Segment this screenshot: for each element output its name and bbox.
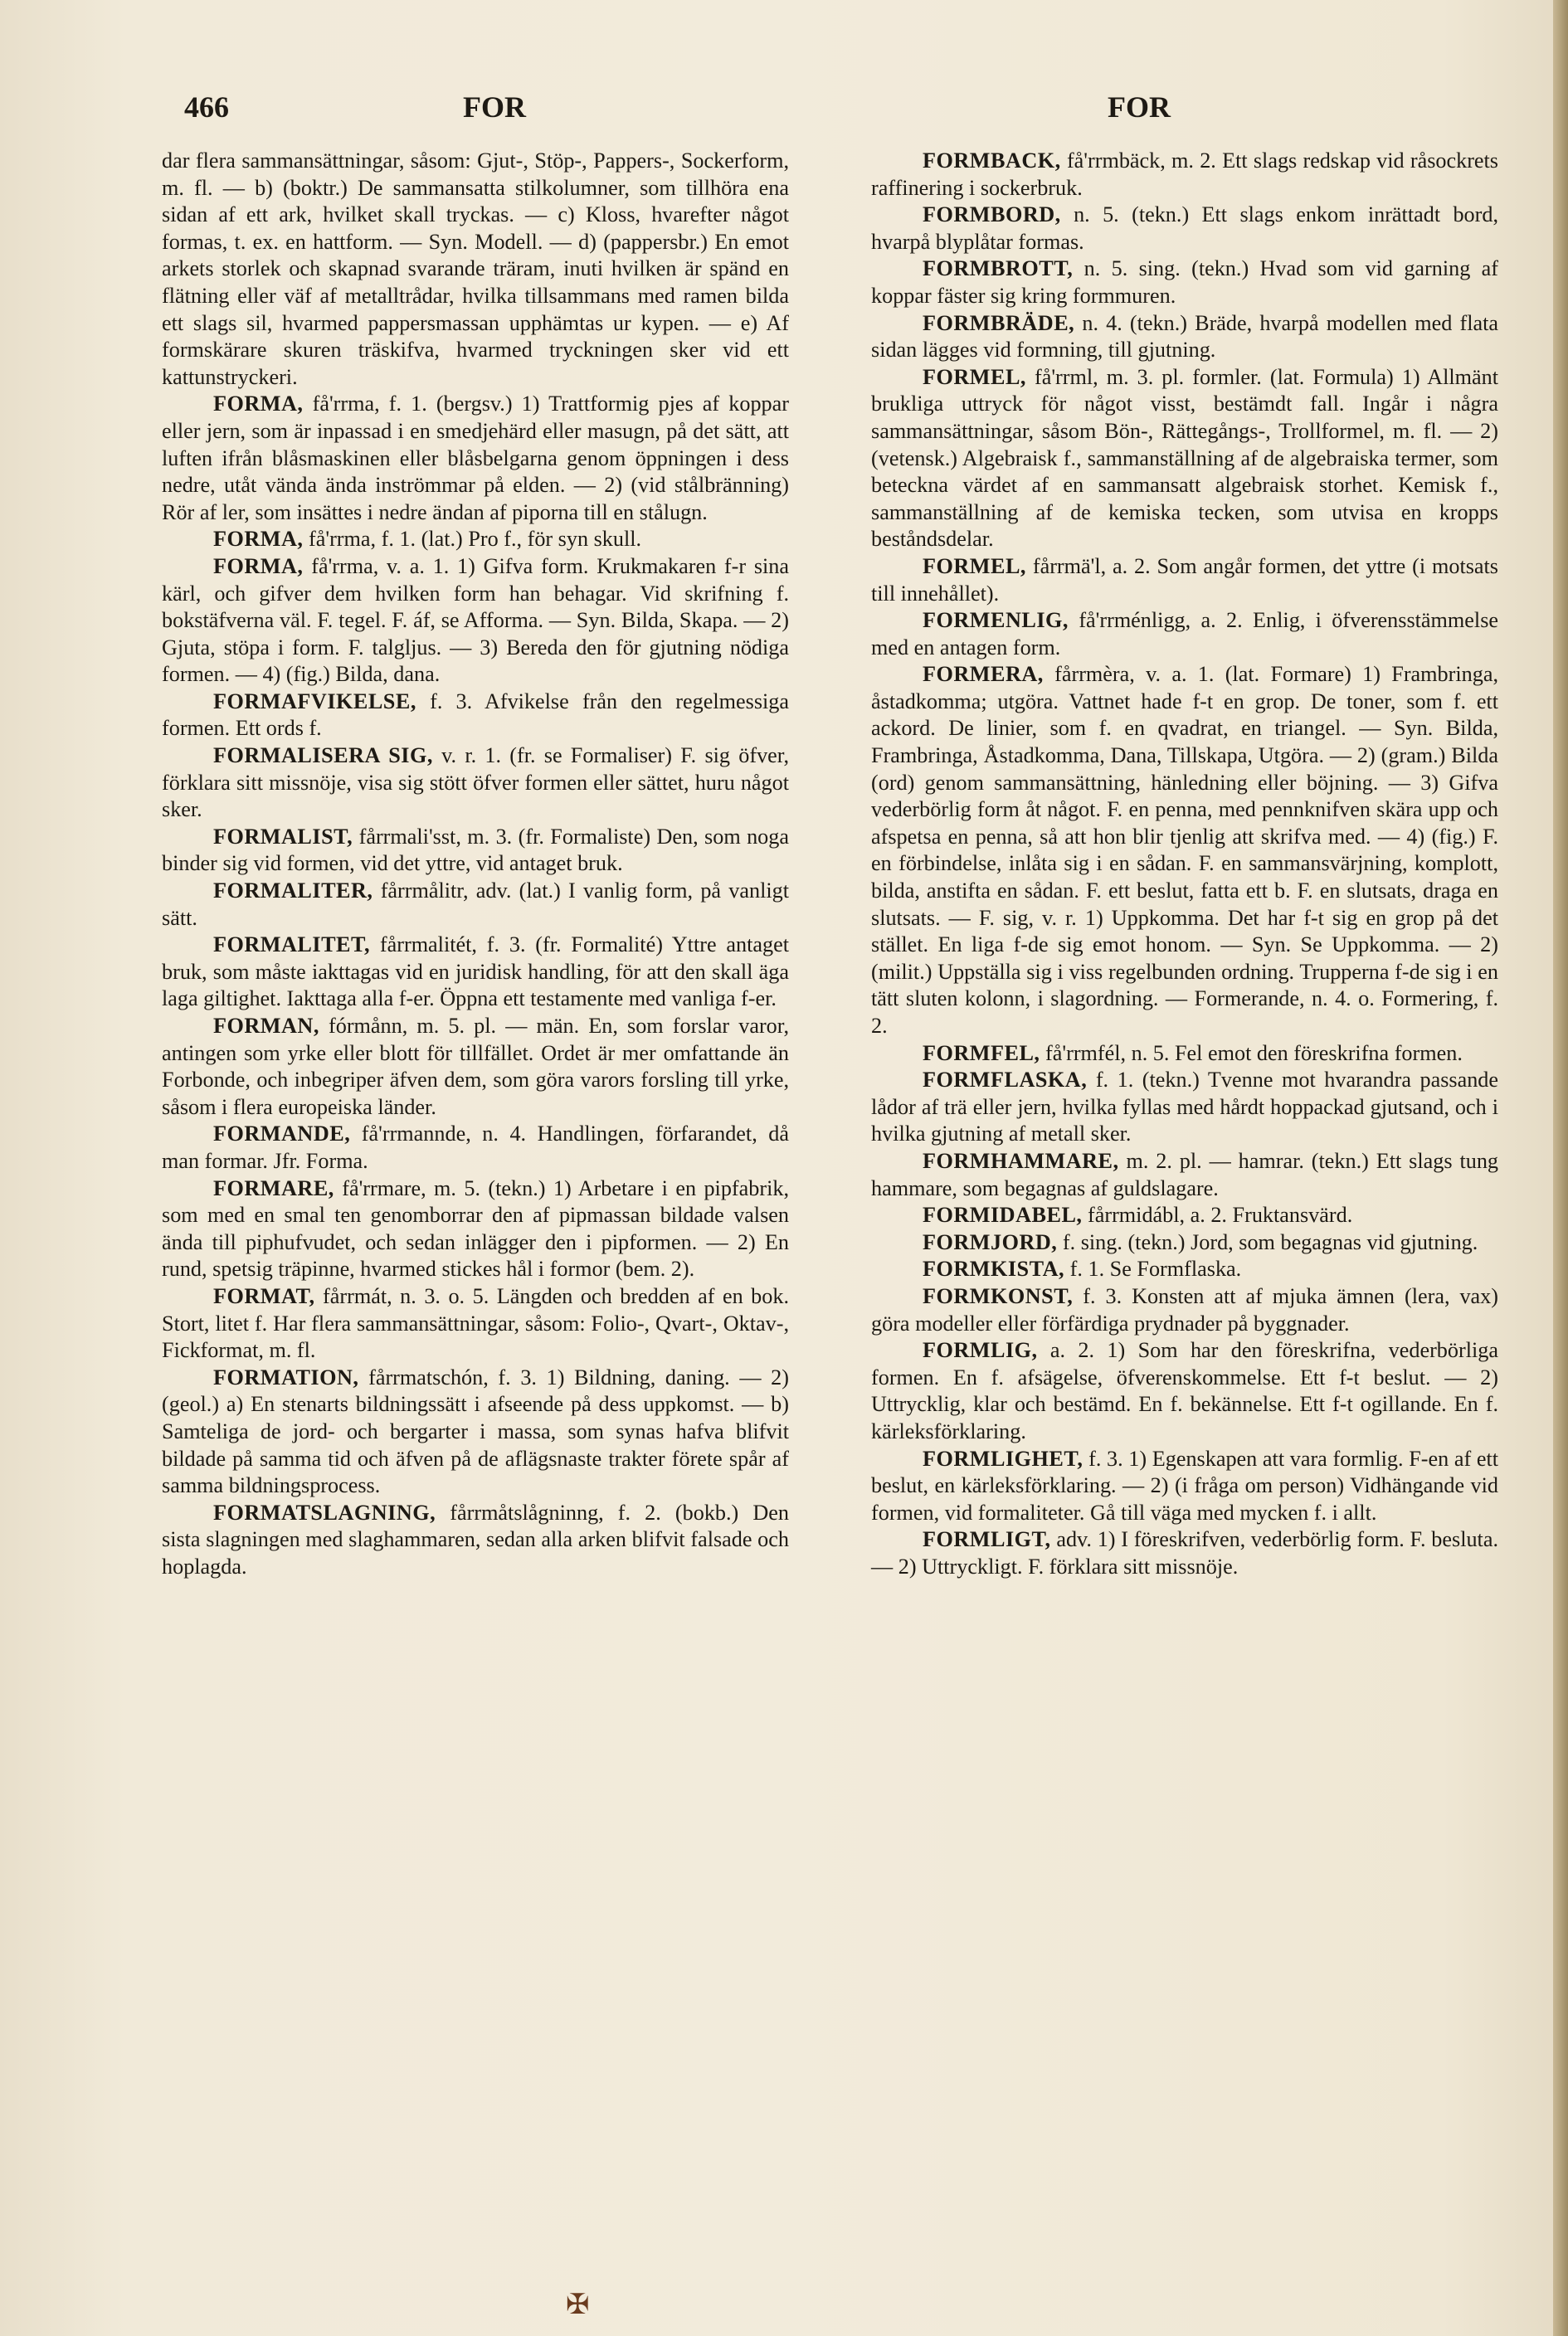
- entry-definition: n. 5. sing. (tekn.) Hvad som vid garning af koppar fäster sig kring formmuren.: [871, 256, 1498, 308]
- entry-definition: f. 1. Se Formflaska.: [1069, 1257, 1242, 1282]
- entry-headword: FORMBACK,: [923, 148, 1061, 173]
- entry-definition: få'rrma, v. a. 1. 1) Gifva form. Krukmakaren f-r sina kärl, och gifver dem hvilken form han behagar. Vid skrifning f. bokstäfverna väl. F. tegel. F. áf, se Afforma. — Syn. Bilda, Skapa. — 2) Gjuta, stöpa i form. F. talgljus. — 3) Bereda den för gjutning nödiga formen. — 4) (fig.) Bilda, dana.: [162, 553, 790, 687]
- entry-headword: FORMKONST,: [923, 1283, 1074, 1308]
- entry-headword: FORMFLASKA,: [923, 1068, 1088, 1093]
- entry-definition: fårrmát, n. 3. o. 5. Längden och bredden af en bok. Stort, litet f. Har flera sammansättningar, såsom: Folio-, Qvart-, Oktav-, Fickformat, m. fl.: [162, 1283, 789, 1363]
- dictionary-entry: [162, 553, 789, 689]
- right-column: [871, 148, 1498, 1580]
- entry-definition: fårrmèra, v. a. 1. (lat. Formare) 1) Frambringa, åstadkomma; utgöra. Vattnet hade f-t en grop. De toner, som f. ett ackord. De linier, som f. en qvadrat, en triangel. — Syn. Bilda, Frambringa, Åstadkomma, Dana, Tillskapa, Utgöra. — 2) (gram.) Bilda (ord) genom sammansättning, hänledning eller böjning. — 3) Gifva vederbörlig form åt något. F. en penna, med pennknifven skära upp och afspetsa en penna, så att hon blir tjenlig att skrifva med. — 4) (fig.) F. en förbindelse, inlåta sig i en sådan. F. en sammansvärjning, komplott, bilda, anstifta en sådan. F. ett beslut, fatta ett b. F. en slutsats, draga en slutsats. — F. sig, v. r. 1) Uppkomma. Det har f-t sig en grop på det stället. En liga f-de sig emot honom. — Syn. Se Uppkomma. — 2) (milit.) Uppställa sig i viss regelbunden ordning. Trupperna f-de sig i en tätt sluten kolonn, i slagordning. — Formerande, n. 4. o. Formering, f. 2.: [871, 662, 1499, 1038]
- entry-headword: FORMENLIG,: [923, 608, 1069, 633]
- entry-headword: FORMEL,: [923, 364, 1026, 389]
- entry-definition: fårrmali'sst, m. 3. (fr. Formaliste) Den, som noga binder sig vid formen, vid det yttre, vid antaget bruk.: [162, 824, 789, 876]
- dictionary-entry: [162, 689, 789, 742]
- dictionary-entry: [871, 256, 1498, 309]
- dictionary-entry: [162, 1121, 789, 1175]
- entry-definition: m. 2. pl. — hamrar. (tekn.) Ett slags tung hammare, som begagnas af guldslagare.: [871, 1148, 1499, 1200]
- dictionary-entry: [871, 1283, 1498, 1337]
- dictionary-entry: [871, 1256, 1498, 1283]
- entry-headword: FORMLIG,: [923, 1338, 1038, 1363]
- entry-headword: FORMALITER,: [213, 878, 373, 903]
- entry-headword: FORMANDE,: [213, 1122, 351, 1146]
- dictionary-entry: [162, 878, 789, 932]
- dictionary-entry: [871, 202, 1498, 256]
- entry-definition: fårrmidábl, a. 2. Fruktansvärd.: [1088, 1203, 1353, 1228]
- page-edge: [1553, 0, 1568, 2336]
- page-number: 466: [184, 90, 229, 124]
- dictionary-entry: [162, 526, 789, 553]
- dictionary-entry: [871, 1229, 1498, 1257]
- dictionary-entry: [162, 391, 789, 526]
- entry-definition: f. 3. Konsten att af mjuka ämnen (lera, vax) göra modeller eller förfärdiga prydnader på byggnader.: [871, 1283, 1498, 1336]
- dictionary-entry: [162, 742, 789, 824]
- dictionary-entry: [871, 364, 1498, 553]
- dictionary-entry: [871, 1337, 1498, 1445]
- entry-headword: FORMJORD,: [923, 1229, 1058, 1254]
- entry-headword: FORMALIST,: [213, 824, 353, 849]
- entry-headword: FORMHAMMARE,: [923, 1148, 1119, 1173]
- dictionary-entry: [162, 1500, 789, 1581]
- entry-definition: n. 4. (tekn.) Bräde, hvarpå modellen med flata sidan lägges vid formning, till gjutning.: [871, 310, 1499, 363]
- entry-headword: FORMALITET,: [213, 932, 371, 957]
- entry-definition: f. 3. Afvikelse från den regelmessiga formen. Ett ords f.: [162, 689, 790, 741]
- entry-headword: FORMATION,: [213, 1365, 359, 1389]
- dictionary-entry: [871, 661, 1498, 1039]
- entry-definition: fårrmåtslågninng, f. 2. (bokb.) Den sista slagningen med slaghammaren, sedan alla arken blifvit falsade och hoplagda.: [162, 1500, 789, 1579]
- entry-definition: fårrmatschón, f. 3. 1) Bildning, daning. — 2) (geol.) a) En stenarts bildningssätt i afseende på dess uppkomst. — b) Samteliga de jord- och bergarter i massa, som synas hafva blifvit bildade på samma tid och äfven på de aflägsnaste trakter förete spår af samma bildningsprocess.: [162, 1365, 789, 1498]
- entry-definition: fårrmålitr, adv. (lat.) I vanlig form, på vanligt sätt.: [162, 878, 789, 930]
- dictionary-entry: [162, 932, 789, 1013]
- entry-definition: fårrmalitét, f. 3. (fr. Formalité) Yttre antaget bruk, som måste iakttagas vid en juridisk handling, för att den skall äga laga giltighet. Iakttaga alla f-er. Öppna ett testamente med vanliga f-er.: [162, 932, 790, 1011]
- entry-headword: FORMBORD,: [923, 202, 1061, 227]
- entry-definition: n. 5. (tekn.) Ett slags enkom inrättadt bord, hvarpå blyplåtar formas.: [871, 202, 1499, 254]
- dictionary-entry: [162, 824, 789, 878]
- dictionary-entry: [871, 553, 1498, 607]
- entry-definition: få'rrma, f. 1. (bergsv.) 1) Trattformig pjes af koppar eller jern, som är inpassad i en smedjehärd eller masugn, på det sätt, att luften ifrån blåsmaskinen eller blåsbelgarna genom öppningen i dess nedre, utåt vända ända inströmmar på elden. — 2) (vid stålbränning) Rör af ler, som insättes i nedre ändan af piporna till en stålugn.: [162, 392, 789, 524]
- dictionary-entry: [162, 148, 789, 391]
- dictionary-entry: [871, 1067, 1498, 1148]
- running-header: [0, 80, 1568, 129]
- entry-headword: FORMA,: [213, 527, 304, 552]
- entry-headword: FORMATSLAGNING,: [213, 1500, 436, 1525]
- dictionary-entry: [871, 1526, 1498, 1580]
- entry-headword: FORMAFVIKELSE,: [213, 689, 416, 713]
- dictionary-entry: [162, 1013, 789, 1121]
- entry-definition: a. 2. 1) Som har den föreskrifna, vederbörliga formen. En f. afsägelse, öfverenskommelse. Ett f-t beslut. — 2) Uttrycklig, klar och bestämd. En f. bekännelse. Ett f-t ogillande. En f. kärleksförklaring.: [871, 1338, 1498, 1443]
- entry-definition: f. sing. (tekn.) Jord, som begagnas vid gjutning.: [1062, 1229, 1478, 1254]
- dictionary-entry: [162, 1365, 789, 1500]
- dictionary-entry: [871, 148, 1498, 202]
- entry-headword: FORMKISTA,: [923, 1257, 1065, 1282]
- dictionary-entry: [871, 310, 1498, 364]
- entry-definition: få'rrmannde, n. 4. Handlingen, förfarandet, då man formar. Jfr. Forma.: [162, 1122, 790, 1173]
- entry-headword: FORMLIGHET,: [923, 1446, 1083, 1471]
- entry-headword: FORMFEL,: [923, 1040, 1040, 1065]
- dictionary-entry: [871, 1446, 1498, 1527]
- dictionary-entry: [871, 1202, 1498, 1229]
- left-column: [162, 148, 789, 1580]
- dictionary-entry: [871, 607, 1498, 661]
- entry-headword: FORMIDABEL,: [923, 1203, 1083, 1228]
- ornament-mark: ✠: [566, 2290, 590, 2320]
- entry-definition: fórmånn, m. 5. pl. — män. En, som forslar varor, antingen som yrke eller blott för tillfället. Ordet är mer omfattande än Forbonde, och inbegriper äfven dem, som göra varors forsling till yrke, såsom i flera europeiska länder.: [162, 1014, 789, 1119]
- entry-headword: FORMARE,: [213, 1175, 334, 1200]
- entry-definition: v. r. 1. (fr. se Formaliser) F. sig öfver, förklara sitt missnöje, visa sig stött öfver formen eller sättet, huru något sker.: [162, 743, 790, 822]
- entry-headword: FORMLIGT,: [923, 1527, 1051, 1552]
- entry-definition: adv. 1) I föreskrifven, vederbörlig form. F. besluta. — 2) Uttryckligt. F. förklara sitt missnöje.: [871, 1527, 1499, 1579]
- dictionary-entry: [162, 1175, 789, 1283]
- entry-headword: FORMA,: [213, 553, 304, 578]
- dictionary-entry: [871, 1040, 1498, 1068]
- entry-definition: få'rrmare, m. 5. (tekn.) 1) Arbetare i en pipfabrik, som med en smal ten genomborrar den af pipmassan bildade valsen ända till piphufvudet, och sedan inlägger den i pipformen. — 2) En rund, spetsig träpinne, hvarmed stickes hål i formor (bem. 2).: [162, 1175, 789, 1282]
- entry-headword: FORMAT,: [213, 1283, 315, 1308]
- dictionary-entry: [162, 1283, 789, 1365]
- left-running-head: FOR: [463, 90, 526, 124]
- entry-definition: få'rrma, f. 1. (lat.) Pro f., för syn skull.: [309, 527, 642, 552]
- entry-headword: FORMA,: [213, 392, 304, 416]
- entry-definition: få'rrml, m. 3. pl. formler. (lat. Formula) 1) Allmänt brukliga uttryck för något visst, bestämdt fall. Ingår i några sammansättningar, såsom Bön-, Rättegångs-, Trollformel, m. fl. — 2) (vetensk.) Algebraisk f., sammanställning af de algebraiska termer, som beteckna värdet af en sammansatt algebraisk storhet. Kemisk f., sammanställning af de kemiska tecken, som utvisa en kropps beståndsdelar.: [871, 364, 1498, 552]
- dictionary-entry: [871, 1148, 1498, 1202]
- entry-definition: fårrmä'l, a. 2. Som angår formen, det yttre (i motsats till innehållet).: [871, 553, 1499, 606]
- entry-definition: f. 1. (tekn.) Tvenne mot hvarandra passande lådor af trä eller jern, hvilka fyllas med hårdt hoppackad gjutsand, och i hvilka gjutning af metall sker.: [871, 1068, 1499, 1146]
- right-running-head: FOR: [1108, 90, 1171, 124]
- entry-headword: FORMALISERA SIG,: [213, 743, 433, 768]
- entry-headword: FORMERA,: [923, 662, 1044, 687]
- entry-headword: FORMBROTT,: [923, 256, 1074, 281]
- entry-definition: få'rrménligg, a. 2. Enlig, i öfverensstämmelse med en antagen form.: [871, 608, 1499, 659]
- entry-definition: få'rrmbäck, m. 2. Ett slags redskap vid råsockrets raffinering i sockerbruk.: [871, 148, 1499, 200]
- entry-definition: få'rrmfél, n. 5. Fel emot den föreskrifna formen.: [1045, 1040, 1463, 1065]
- entry-definition: f. 3. 1) Egenskapen att vara formlig. F-en af ett beslut, en kärleksförklaring. — 2) (i fråga om person) Vidhängande vid formen, vid formaliteter. Gå till väga med mycken f. i allt.: [871, 1446, 1499, 1525]
- entry-headword: FORMEL,: [923, 553, 1026, 578]
- entry-definition: dar flera sammansättningar, såsom: Gjut-, Stöp-, Pappers-, Sockerform, m. fl. — b) (boktr.) De sammansatta stilkolumner, som tillhöra ena sidan af ett ark, hvilket skall tryckas. — c) Kloss, hvarefter något formas, t. ex. en hattform. — Syn. Modell. — d) (pappersbr.) En emot arkets storlek och skapnad svarande träram, inuti hvilken är spänd en flätning eller väf af metalltrådar, hvilka tillsammans med ramen bilda ett slags sil, hvarmed pappersmassan upphämtas ur kypen. — e) Af formskärare skuren träskifva, hvarmed tryckningen sker vid ett kattunstryckeri.: [162, 148, 789, 389]
- entry-headword: FORMBRÄDE,: [923, 310, 1075, 335]
- entry-headword: FORMAN,: [213, 1014, 319, 1038]
